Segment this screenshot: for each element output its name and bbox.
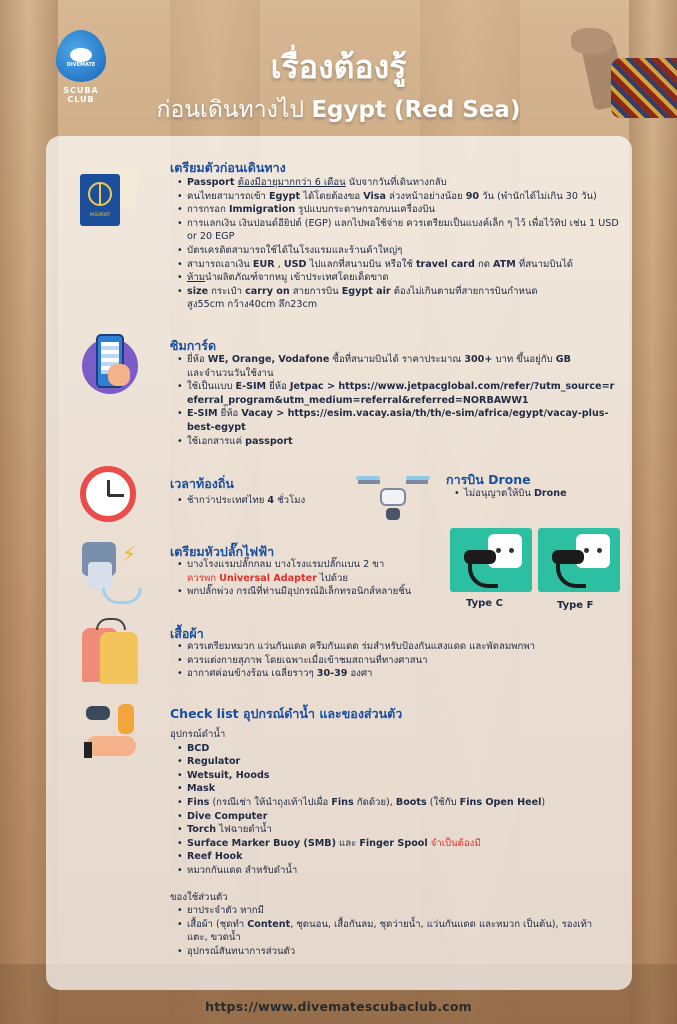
- plug-title: เตรียมหัวปลั๊กไฟฟ้า: [170, 544, 275, 559]
- list-item: • Dive Computer: [175, 810, 610, 824]
- drone-title: การบิน Drone: [446, 472, 531, 487]
- website-link[interactable]: https://www.divematescubaclub.com: [205, 999, 472, 1014]
- page-title: เรื่องต้องรู้: [270, 48, 407, 86]
- logo-subtitle: SCUBA CLUB: [63, 86, 99, 104]
- list-item: • บัตรเครดิตสามารถใช้ได้ในโรงแรมและร้านค้าใหญ่ๆ: [175, 244, 625, 258]
- bg-column-right: [629, 0, 677, 1024]
- time-list: [175, 494, 355, 508]
- page-subtitle: ก่อนเดินทางไป Egypt (Red Sea): [156, 97, 521, 123]
- list-item: • size กระเป๋า carry on สายการบิน Egypt air ต้องไม่เกินตามที่สายการบินกำหนด สูง55cm กว้าง40cm ลึก23cm: [175, 285, 625, 312]
- sim-title: ซิมการ์ด: [170, 338, 217, 353]
- list-item: • บางโรงแรมปลั๊กกลม บางโรงแรมปลั๊กแบน 2 ขา ควรพก Universal Adapter ไปด้วย: [175, 558, 465, 585]
- list-item: • คนไทยสามารถเข้า Egypt ได้โดยต้องขอ Visa ล่วงหน้าอย่างน้อย 90 วัน (พำนักได้ไม่เกิน 30 วัน): [175, 190, 625, 204]
- list-item: • ไม่อนุญาตให้บิน Drone: [452, 487, 612, 501]
- drone-list: [452, 487, 612, 501]
- clothes-list: [175, 640, 615, 681]
- smartphone-icon: [78, 334, 142, 398]
- sim-list: [175, 353, 615, 448]
- checklist-body: [170, 728, 610, 959]
- list-item: • การกรอก Immigration รูปแบบกระดาษกรอกบนเครื่องบิน: [175, 203, 625, 217]
- checklist-title: Check list อุปกรณ์ดำน้ำ และของส่วนตัว: [170, 706, 403, 721]
- list-item: • Passport ต้องมีอายุมากกว่า 6 เดือน นับจากวันที่เดินทางกลับ: [175, 176, 625, 190]
- drone-icon: [354, 472, 432, 524]
- list-item: • เสื้อผ้า (ชุดทำ Content, ชุดนอน, เสื้อกันลม, ชุดว่ายน้ำ, แว่นกันแดด และหมวก เป็นต้น), รองเท้าแตะ, ขวดน้ำ: [175, 918, 595, 945]
- list-item: • อากาศค่อนข้างร้อน เฉลี่ยราวๆ 30-39 องศา: [175, 667, 615, 681]
- list-item: • ควรแต่งกายสุภาพ โดยเฉพาะเมื่อเข้าชมสถานที่ทางศาสนา: [175, 654, 615, 668]
- list-item: • Torch ไฟฉายดำน้ำ: [175, 823, 610, 837]
- list-item: • BCD: [175, 742, 610, 756]
- list-item: • ใช้เป็นแบบ E-SIM ยี่ห้อ Jetpac > https://www.jetpacglobal.com/refer/?utm_source=referral_program&utm_medium=referral&referred=NORBAWW1: [175, 380, 615, 407]
- dive-gear-heading: อุปกรณ์ดำน้ำ: [170, 729, 226, 740]
- list-item: • E-SIM ยี่ห้อ Vacay > https://esim.vacay.asia/th/th/e-sim/africa/egypt/vacay-plus-best-egypt: [175, 407, 615, 434]
- socket-type-f-image: [538, 528, 620, 592]
- list-item: • ควรเตรียมหมวก แว่นกันแดด ครีมกันแดด ร่มสำหรับป้องกันแสงแดด และพัดลมพกพา: [175, 640, 615, 654]
- clothes-title: เสื้อผ้า: [170, 626, 204, 641]
- power-plug-icon: ⚡: [78, 538, 144, 608]
- time-title: เวลาท้องถิ่น: [170, 476, 234, 491]
- socket-type-c-image: [450, 528, 532, 592]
- list-item: • อุปกรณ์สันทนาการส่วนตัว: [175, 945, 595, 959]
- clock-icon: [80, 466, 136, 522]
- list-item: • Wetsuit, Hoods: [175, 769, 610, 783]
- list-item: • ช้ากว่าประเทศไทย 4 ชั่วโมง: [175, 494, 355, 508]
- list-item: • Mask: [175, 782, 610, 796]
- list-item: • Reef Hook: [175, 850, 610, 864]
- list-item: • สามารถเอาเงิน EUR , USD ไปแลกที่สนามบิน หรือใช้ travel card กด ATM ที่สนามบินได้: [175, 258, 625, 272]
- list-item: • ห้ามนำผลิตภัณฑ์จากหมู เข้าประเทศโดยเด็ดขาด: [175, 271, 625, 285]
- list-item: • Regulator: [175, 755, 610, 769]
- prep-title: เตรียมตัวก่อนเดินทาง: [170, 160, 286, 175]
- type-c-label: Type C: [466, 598, 503, 609]
- list-item: • การแลกเงิน เงินปอนด์อียิปต์ (EGP) แลกไปพอใช้จ่าย ควรเตรียมเป็นแบงค์เล็ก ๆ ไว้ เพื่อไว้ทิป เช่น 1 USD or 20 EGP: [175, 217, 625, 244]
- dive-gear-icon: [80, 702, 142, 764]
- type-f-label: Type F: [557, 600, 594, 611]
- list-item: • Fins (กรณีเช่า ให้นำถุงเท้าไปเผื่อ Fins กัดด้วย), Boots (ใช้กับ Fins Open Heel): [175, 796, 610, 810]
- list-item: • ยาประจำตัว หากมี: [175, 904, 595, 918]
- list-item: • พกปลั๊กพ่วง กรณีที่ท่านมีอุปกรณ์อิเล็กทรอนิกส์หลายชิ้น: [175, 585, 465, 599]
- plug-list: [175, 558, 465, 599]
- passport-icon: PASSPORT: [78, 168, 142, 226]
- list-item: • Surface Marker Buoy (SMB) และ Finger Spool จำเป็นต้องมี: [175, 837, 610, 851]
- list-item: • ใช้เอกสารแค่ passport: [175, 435, 615, 449]
- logo-brand: DIVEMATE: [66, 62, 96, 68]
- list-item: • ยี่ห้อ WE, Orange, Vodafone ซื้อที่สนามบินได้ ราคาประมาณ 300+ บาท ขึ้นอยู่กับ GB และจำนวนวันใช้งาน: [175, 353, 615, 380]
- list-item: • หมวกกันแดด สำหรับดำน้ำ: [175, 864, 610, 878]
- prep-list: [175, 176, 625, 312]
- personal-items-heading: ของใช้ส่วนตัว: [170, 891, 228, 903]
- clothes-icon: [80, 618, 144, 688]
